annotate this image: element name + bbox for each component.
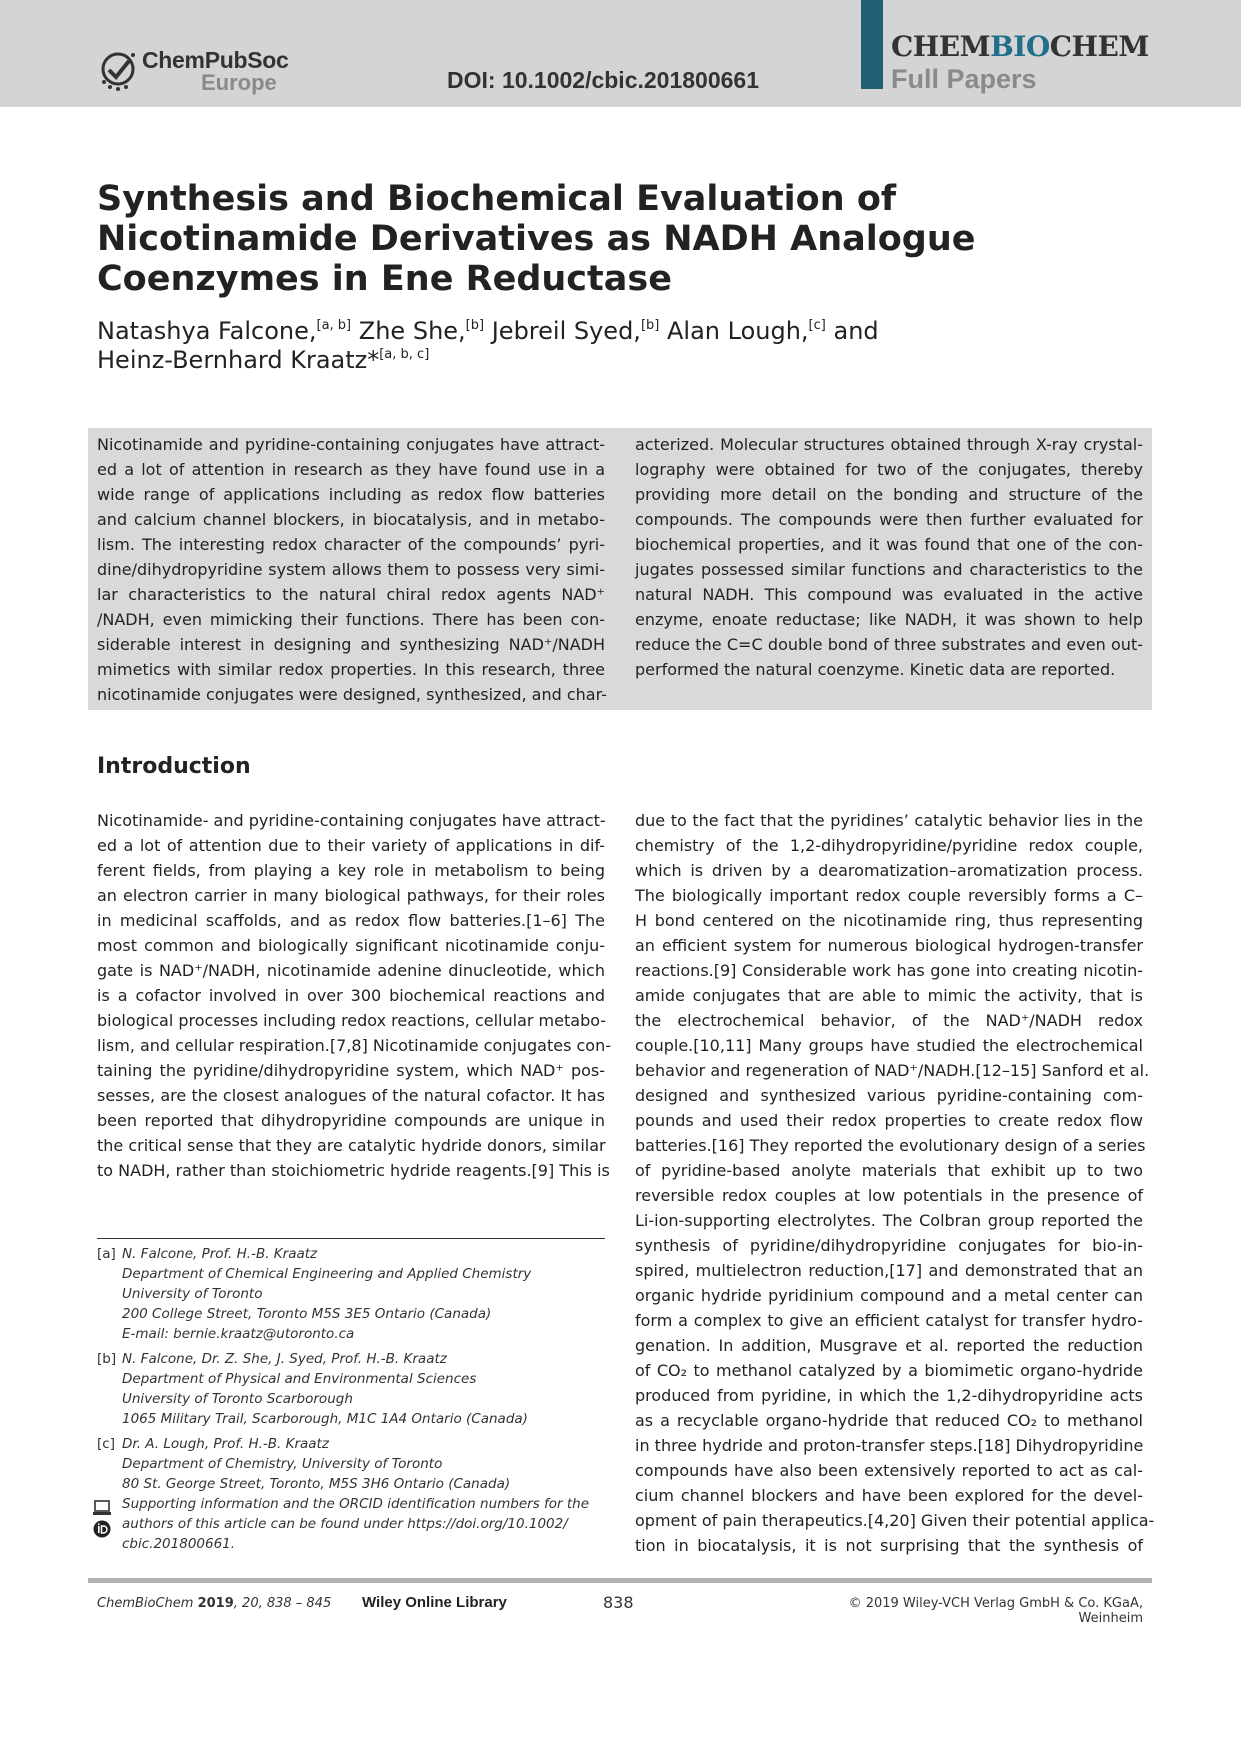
footnote-line: Department of Chemistry, University of Toronto bbox=[122, 1456, 443, 1472]
supporting-info-line: authors of this article can be found under https://doi.org/10.1002/ bbox=[122, 1516, 568, 1532]
supporting-info-line: cbic.201800661. bbox=[122, 1536, 236, 1552]
footnote-line: University of Toronto Scarborough bbox=[122, 1391, 353, 1407]
article-title: Synthesis and Biochemical Evaluation of Nicotinamide Derivatives as NADH Analogue Coenzymes in Ene Reductase bbox=[97, 179, 976, 299]
footnote-line: 1065 Military Trail, Scarborough, M1C 1A4 Ontario (Canada) bbox=[122, 1411, 528, 1427]
body-line: sesses, are the closest analogues of the natural cofactor. It has bbox=[97, 1086, 605, 1105]
body-line: batteries.[16] They reported the evolutionary design of a series bbox=[635, 1136, 1146, 1155]
abstract-line: wide range of applications including as redox flow batteries bbox=[97, 485, 605, 504]
doi: DOI: 10.1002/cbic.201800661 bbox=[447, 67, 760, 93]
footnote bbox=[97, 1349, 617, 1429]
body-line: an efficient system for numerous biological hydrogen-transfer bbox=[635, 936, 1143, 955]
footer-citation bbox=[97, 1596, 331, 1611]
abstract-line: ed a lot of attention in research as they have found use in a bbox=[97, 460, 605, 479]
body-line: ed a lot of attention due to their variety of applications in dif- bbox=[97, 836, 605, 855]
body-line: in three hydride and proton-transfer steps.[18] Dihydropyridine bbox=[635, 1436, 1144, 1455]
author-affiliation-mark: [b] bbox=[640, 318, 660, 333]
body-line: been reported that dihydropyridine compounds are unique in bbox=[97, 1111, 605, 1130]
page-number: 838 bbox=[603, 1593, 634, 1612]
abstract-column-left bbox=[97, 432, 605, 707]
supporting-info-icons bbox=[93, 1500, 113, 1538]
journal-name-part: CHEM bbox=[891, 30, 991, 63]
abstract-line: jugates possessed similar functions and characteristics to the bbox=[635, 560, 1143, 579]
body-line: The biologically important redox couple reversibly forms a C– bbox=[635, 886, 1143, 905]
copyright: © 2019 Wiley-VCH Verlag GmbH & Co. KGaA, Weinheim bbox=[848, 1596, 1143, 1626]
orcid-icon bbox=[93, 1520, 111, 1538]
body-line: to NADH, rather than stoichiometric hydride reagents.[9] This is bbox=[97, 1161, 610, 1180]
abstract-line: enzyme, enoate reductase; like NADH, it was shown to help bbox=[635, 610, 1143, 629]
body-line: couple.[10,11] Many groups have studied the electrochemical bbox=[635, 1036, 1143, 1055]
footnote-line: Department of Chemical Engineering and Applied Chemistry bbox=[122, 1266, 532, 1282]
body-line: Nicotinamide- and pyridine-containing conjugates have attract- bbox=[97, 811, 606, 830]
body-line: of CO₂ to methanol catalyzed by a biomimetic organo-hydride bbox=[635, 1361, 1143, 1380]
citation-year: 2019 bbox=[197, 1596, 234, 1611]
footnote-line: 80 St. George Street, Toronto, M5S 3H6 Ontario (Canada) bbox=[122, 1476, 511, 1492]
abstract-line: lism. The interesting redox character of the compounds’ pyri- bbox=[97, 535, 605, 554]
body-line: biological processes including redox reactions, cellular metabo- bbox=[97, 1011, 607, 1030]
author-affiliation-mark: [c] bbox=[808, 318, 826, 333]
footnote bbox=[97, 1244, 617, 1344]
footnote bbox=[97, 1434, 617, 1494]
abstract-line: /NADH, even mimicking their functions. There has been con- bbox=[97, 610, 605, 629]
journal-accent-bar bbox=[861, 0, 883, 89]
chempubsoc-logo-icon bbox=[96, 47, 140, 91]
computer-icon bbox=[93, 1500, 111, 1516]
footnote-line: N. Falcone, Prof. H.-B. Kraatz bbox=[122, 1246, 318, 1262]
abstract-line: biochemical properties, and it was found that one of the con- bbox=[635, 535, 1143, 554]
footnote-tag: [a] bbox=[97, 1246, 116, 1262]
footnote-line: Dr. A. Lough, Prof. H.-B. Kraatz bbox=[122, 1436, 329, 1452]
body-line: reversible redox couples at low potentials in the presence of bbox=[635, 1186, 1143, 1205]
footnote-line: N. Falcone, Dr. Z. She, J. Syed, Prof. H.-B. Kraatz bbox=[122, 1351, 447, 1367]
footnote-line: Department of Physical and Environmental Sciences bbox=[122, 1371, 477, 1387]
body-line: most common and biologically significant nicotinamide conju- bbox=[97, 936, 605, 955]
author-name: Zhe She, bbox=[358, 317, 466, 345]
section-label: Full Papers bbox=[891, 64, 1037, 94]
body-line: reactions.[9] Considerable work has gone into creating nicotin- bbox=[635, 961, 1143, 980]
abstract-line: mimetics with similar redox properties. In this research, three bbox=[97, 660, 605, 679]
body-line: in medicinal scaffolds, and as redox flow batteries.[1–6] The bbox=[97, 911, 605, 930]
author-name: Natashya Falcone, bbox=[97, 317, 317, 345]
body-line: the critical sense that they are catalytic hydride donors, similar bbox=[97, 1136, 606, 1155]
journal-name bbox=[891, 30, 1149, 63]
body-line: due to the fact that the pyridines’ catalytic behavior lies in the bbox=[635, 811, 1143, 830]
body-line: genation. In addition, Musgrave et al. reported the reduction bbox=[635, 1336, 1143, 1355]
body-line: H bond centered on the nicotinamide ring, thus representing bbox=[635, 911, 1143, 930]
body-line: synthesis of pyridine/dihydropyridine conjugates for bio-in- bbox=[635, 1236, 1143, 1255]
abstract-line: siderable interest in designing and synthesizing NAD⁺/NADH bbox=[97, 635, 605, 654]
section-heading: Introduction bbox=[97, 754, 251, 779]
abstract-line: dine/dihydropyridine system allows them to possess very simi- bbox=[97, 560, 605, 579]
body-line: which is driven by a dearomatization–aromatization process. bbox=[635, 861, 1143, 880]
body-line: as a recyclable organo-hydride that reduced CO₂ to methanol bbox=[635, 1411, 1143, 1430]
journal-name-part: CHEM bbox=[1049, 30, 1149, 63]
footnote-tag: [b] bbox=[97, 1351, 117, 1367]
body-line: gate is NAD⁺/NADH, nicotinamide adenine dinucleotide, which bbox=[97, 961, 605, 980]
body-line: is a cofactor involved in over 300 biochemical reactions and bbox=[97, 986, 605, 1005]
body-line: lism, and cellular respiration.[7,8] Nicotinamide conjugates con- bbox=[97, 1036, 611, 1055]
author-list bbox=[97, 317, 997, 375]
supporting-info-line: Supporting information and the ORCID identification numbers for the bbox=[122, 1496, 590, 1512]
abstract-line: providing more detail on the bonding and structure of the bbox=[635, 485, 1143, 504]
footnote-divider bbox=[97, 1238, 605, 1239]
body-line: organic hydride pyridinium compound and a metal center can bbox=[635, 1286, 1143, 1305]
abstract-line: acterized. Molecular structures obtained through X-ray crystal- bbox=[635, 435, 1143, 454]
abstract-line: natural NADH. This compound was evaluated in the active bbox=[635, 585, 1143, 604]
body-line: designed and synthesized various pyridine-containing com- bbox=[635, 1086, 1143, 1105]
body-line: form a complex to give an efficient catalyst for transfer hydro- bbox=[635, 1311, 1143, 1330]
body-line: behavior and regeneration of NAD⁺/NADH.[12–15] Sanford et al. bbox=[635, 1061, 1150, 1080]
abstract-line: and calcium channel blockers, in biocatalysis, and in metabo- bbox=[97, 510, 605, 529]
abstract-line: Nicotinamide and pyridine-containing conjugates have attract- bbox=[97, 435, 605, 454]
body-line: Li-ion-supporting electrolytes. The Colbran group reported the bbox=[635, 1211, 1143, 1230]
author-name: Jebreil Syed, bbox=[491, 317, 641, 345]
body-line: cium channel blockers and have been explored for the devel- bbox=[635, 1486, 1143, 1505]
body-line: pounds and used their redox properties to create redox flow bbox=[635, 1111, 1143, 1130]
body-line: spired, multielectron reduction,[17] and demonstrated that an bbox=[635, 1261, 1143, 1280]
affiliation-footnotes bbox=[97, 1244, 617, 1499]
abstract-line: compounds. The compounds were then further evaluated for bbox=[635, 510, 1143, 529]
body-line: chemistry of the 1,2-dihydropyridine/pyridine redox couple, bbox=[635, 836, 1143, 855]
abstract-line: lar characteristics to the natural chiral redox agents NAD⁺ bbox=[97, 585, 605, 604]
journal-name-part: BIO bbox=[990, 30, 1050, 63]
abstract-line: performed the natural coenzyme. Kinetic data are reported. bbox=[635, 660, 1116, 679]
abstract-line: reduce the C=C double bond of three substrates and even out- bbox=[635, 635, 1143, 654]
citation-journal: ChemBioChem bbox=[97, 1596, 194, 1611]
publisher-name: ChemPubSoc bbox=[142, 47, 289, 73]
body-line: produced from pyridine, in which the 1,2-dihydropyridine acts bbox=[635, 1386, 1143, 1405]
body-line: tion in biocatalysis, it is not surprising that the synthesis of bbox=[635, 1536, 1143, 1555]
footnote-tag: [c] bbox=[97, 1436, 115, 1452]
body-line: opment of pain therapeutics.[4,20] Given their potential applica- bbox=[635, 1511, 1155, 1530]
body-column-left bbox=[97, 808, 611, 1183]
author-affiliation-mark: [a, b, c] bbox=[379, 347, 430, 362]
body-line: taining the pyridine/dihydropyridine system, which NAD⁺ pos- bbox=[97, 1061, 605, 1080]
author-affiliation-mark: [b] bbox=[465, 318, 485, 333]
publisher-region: Europe bbox=[201, 70, 277, 95]
body-line: amide conjugates that are able to mimic the activity, that is bbox=[635, 986, 1143, 1005]
supporting-info-note bbox=[122, 1494, 589, 1554]
author-affiliation-mark: [a, b] bbox=[316, 318, 352, 333]
body-line: an electron carrier in many biological pathways, for their roles bbox=[97, 886, 605, 905]
author-name: and bbox=[833, 317, 879, 345]
footnote-line: University of Toronto bbox=[122, 1286, 263, 1302]
body-line: of pyridine-based anolyte materials that exhibit up to two bbox=[635, 1161, 1143, 1180]
author-name: Heinz-Bernhard Kraatz* bbox=[97, 346, 380, 374]
author-name: Alan Lough, bbox=[666, 317, 809, 345]
abstract-line: nicotinamide conjugates were designed, synthesized, and char- bbox=[97, 685, 607, 704]
body-line: the electrochemical behavior, of the NAD⁺/NADH redox bbox=[635, 1011, 1143, 1030]
body-column-right bbox=[635, 808, 1155, 1558]
footnote-line: 200 College Street, Toronto M5S 3E5 Ontario (Canada) bbox=[122, 1306, 492, 1322]
abstract-line: lography were obtained for two of the conjugates, thereby bbox=[635, 460, 1143, 479]
citation-volume-pages: , 20, 838 – 845 bbox=[233, 1596, 332, 1611]
body-line: ferent fields, from playing a key role in metabolism to being bbox=[97, 861, 605, 880]
wiley-online-library-link[interactable]: Wiley Online Library bbox=[362, 1594, 507, 1611]
footnote-line: E-mail: bernie.kraatz@utoronto.ca bbox=[122, 1326, 355, 1342]
body-line: compounds have also been extensively reported to act as cal- bbox=[635, 1461, 1143, 1480]
footer-divider bbox=[88, 1578, 1152, 1583]
abstract-column-right bbox=[635, 432, 1143, 682]
